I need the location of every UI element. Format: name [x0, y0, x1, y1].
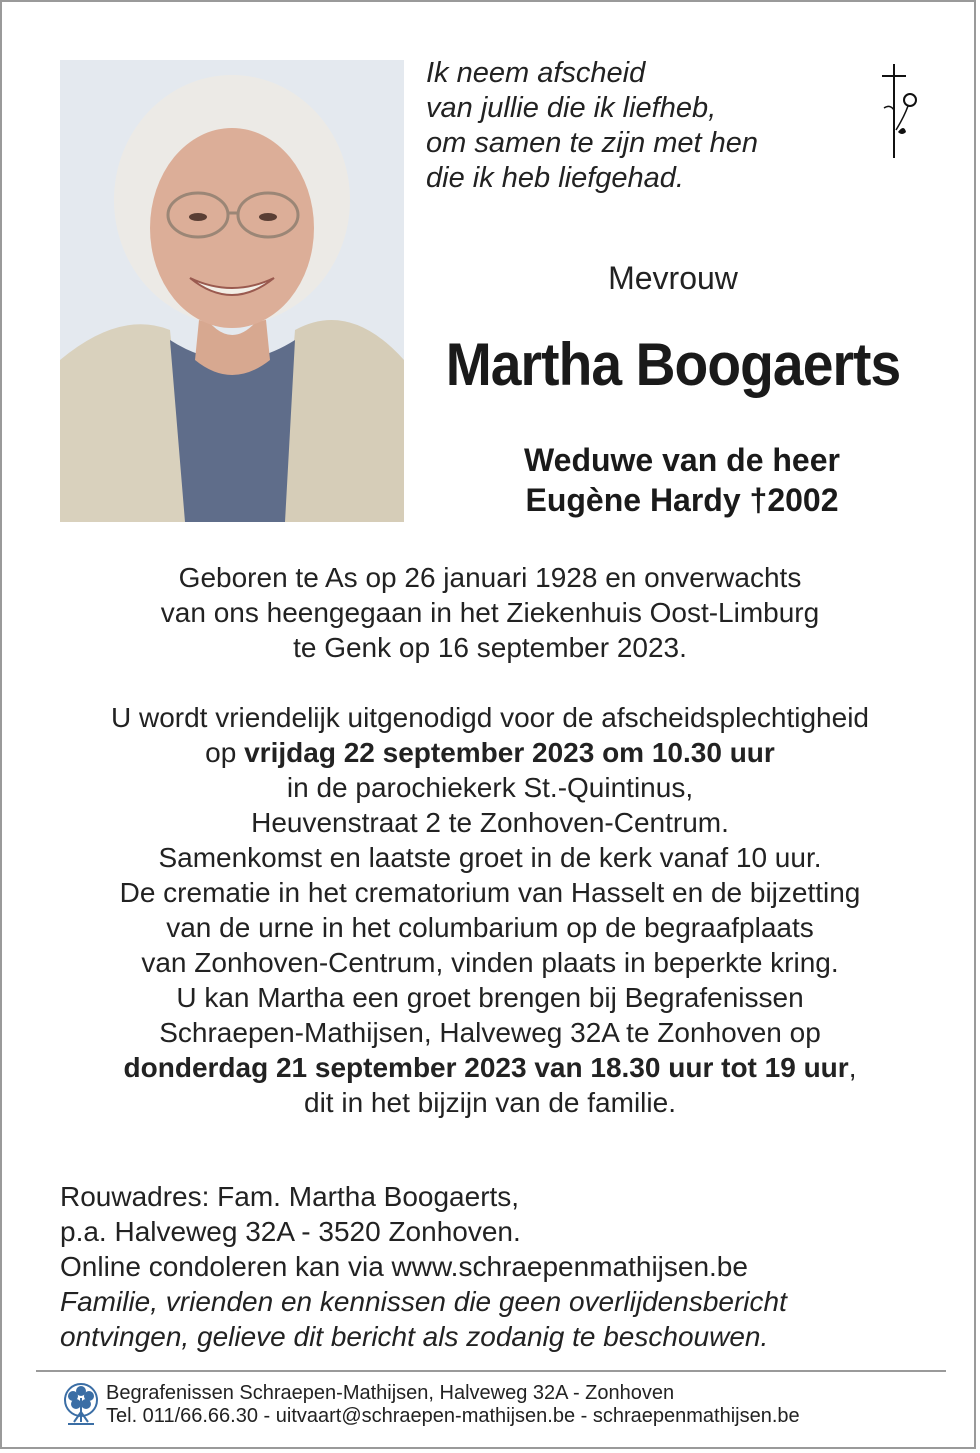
ceremony-line: dit in het bijzijn van de familie.: [304, 1087, 676, 1118]
birth-line: te Genk op 16 september 2023.: [293, 632, 687, 663]
spouse-info: [422, 440, 942, 520]
mourning-address: [60, 1179, 960, 1354]
ceremony-line: in de parochiekerk St.-Quintinus,: [286, 772, 694, 803]
contact-line: Tel. 011/66.66.30 - uitvaart@schraepen-mathijsen.be - schraepenmathijsen.be: [106, 1405, 800, 1427]
notice-line: ontvingen, gelieve dit bericht als zodanig te beschouwen.: [60, 1321, 769, 1352]
notice-line: Familie, vrienden en kennissen die geen overlijdensbericht: [60, 1286, 787, 1317]
poem: [426, 56, 846, 196]
cross-with-rose-icon: [874, 62, 924, 162]
poem-line: van jullie die ik liefheb,: [426, 92, 717, 124]
visitation-date-line: [2, 1050, 978, 1085]
ceremony-line: Samenkomst en laatste groet in de kerk vanaf 10 uur.: [158, 842, 822, 873]
ceremony-line: U kan Martha een groet brengen bij Begrafenissen: [176, 982, 804, 1013]
birth-line: Geboren te As op 26 januari 1928 en onverwachts: [178, 562, 802, 593]
ceremony-date: vrijdag 22 september 2023 om 10.30 uur: [244, 737, 775, 768]
poem-line: Ik neem afscheid: [426, 57, 646, 89]
ceremony-line: U wordt vriendelijk uitgenodigd voor de afscheidsplechtigheid: [110, 702, 869, 733]
address-line: p.a. Halveweg 32A - 3520 Zonhoven.: [60, 1216, 521, 1247]
spouse-line: Eugène Hardy †2002: [525, 482, 839, 518]
condolence-line: Online condoleren kan via www.schraepenmathijsen.be: [60, 1251, 748, 1282]
portrait-photo: [60, 60, 404, 522]
ceremony-date-prefix: op: [205, 737, 245, 768]
ceremony-line: De crematie in het crematorium van Hasselt en de bijzetting: [119, 877, 861, 908]
funeral-home-line: Begrafenissen Schraepen-Mathijsen, Halveweg 32A - Zonhoven: [106, 1382, 675, 1404]
ceremony-line: van de urne in het columbarium op de begraafplaats: [166, 912, 814, 943]
footer-divider: [36, 1370, 946, 1372]
title-prefix: Mevrouw: [608, 260, 738, 296]
ceremony-line: van Zonhoven-Centrum, vinden plaats in beperkte kring.: [141, 947, 839, 978]
ceremony-line: Schraepen-Mathijsen, Halveweg 32A te Zonhoven op: [159, 1017, 821, 1048]
spouse-line: Weduwe van de heer: [524, 442, 840, 478]
birth-death-info: [2, 560, 978, 665]
footer-text: [106, 1382, 800, 1428]
deceased-name: Martha Boogaerts: [445, 331, 901, 398]
birth-line: van ons heengegaan in het Ziekenhuis Oost-Limburg: [160, 597, 820, 628]
ceremony-date-line: [2, 735, 978, 770]
visitation-date: donderdag 21 september 2023 van 18.30 uur tot 19 uur: [123, 1052, 849, 1083]
tree-icon: [60, 1382, 102, 1428]
address-line: Rouwadres: Fam. Martha Boogaerts,: [60, 1181, 520, 1212]
ceremony-info: [2, 700, 978, 1120]
poem-line: om samen te zijn met hen: [426, 127, 759, 159]
footer: [60, 1382, 960, 1432]
visitation-date-suffix: ,: [848, 1052, 857, 1083]
ceremony-line: Heuvenstraat 2 te Zonhoven-Centrum.: [251, 807, 729, 838]
poem-line: die ik heb liefgehad.: [426, 162, 684, 194]
